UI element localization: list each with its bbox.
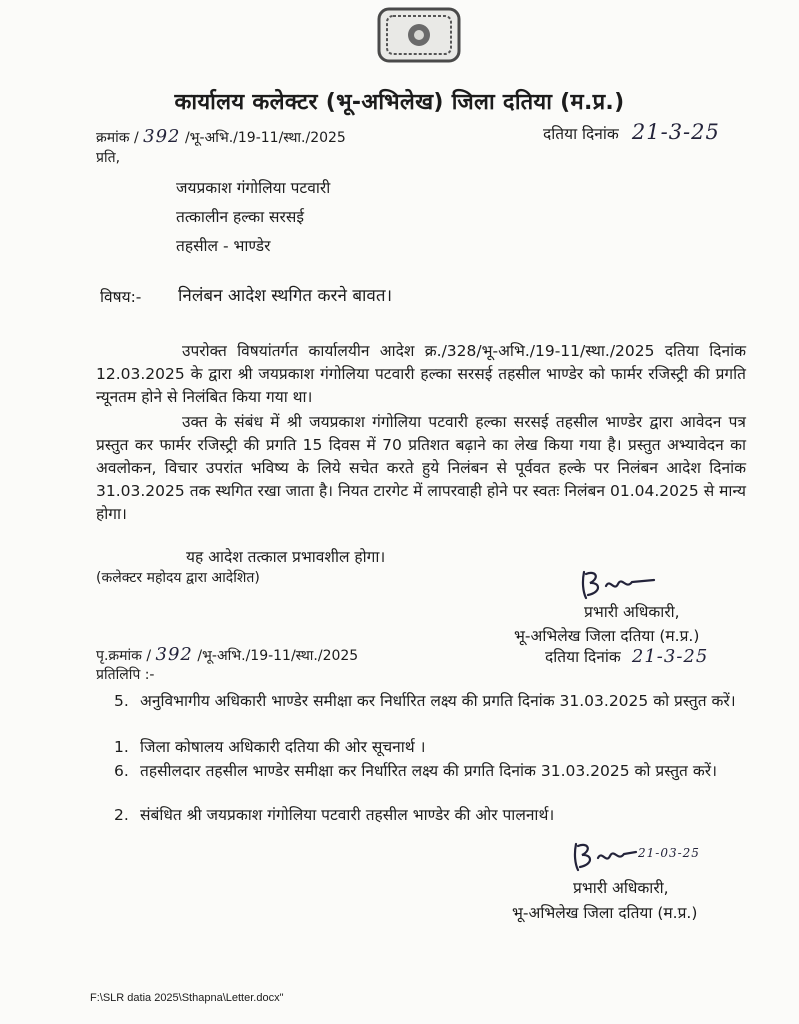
copy-list-item [114, 736, 754, 758]
signature-2-date: 21-03-25 [638, 846, 700, 860]
signatory-date-line [545, 645, 708, 667]
body-paragraph-2: उक्त के संबंध में श्री जयप्रकाश गंगोलिया पटवारी हल्का सरसई तहसील भाण्डेर द्वारा आवेदन पत्र प्रस्तुत कर फार्मर रजिस्ट्री की प्रगति 15 दिवस में 70 प्रतिशत बढ़ाने का लेख किया गया है। प्रस्तुत अभ्यावेदन का अवलोकन, विचार उपरांत भविष्य के लिये सचेत करते हुये निलंबन से पूर्ववत हल्के पर निलंबन आदेश दिनांक 31.03.2025 तक स्थगित रखा जाता है। नियत टारगेट में लापरवाही होने पर स्वतः निलंबन 01.04.2025 से मान्य होगा। [96, 413, 746, 523]
signature-scribble-2 [570, 840, 640, 874]
copy-list-item [114, 690, 754, 712]
copy-list-item [114, 804, 754, 826]
copy-item-text: जिला कोषालय अधिकारी दतिया की ओर सूचनार्थ । [140, 738, 426, 756]
signatory-office: भू-अभिलेख जिला दतिया (म.प्र.) [514, 627, 700, 645]
subject-label: विषय:- [100, 288, 142, 306]
copy-list-item [114, 760, 754, 782]
signatory-date-label: दतिया दिनांक [545, 648, 621, 666]
office-seal [376, 6, 462, 64]
ref-rest: /भू-अभि./19-11/स्था./2025 [184, 130, 346, 146]
file-path: F:\SLR datia 2025\Sthapna\Letter.docx" [90, 992, 284, 1004]
signature-scribble-1 [578, 568, 658, 602]
signature-2 [570, 840, 640, 878]
copy-item-number: 5. [114, 692, 129, 710]
signatory-date-value: 21-3-25 [631, 646, 709, 667]
copy-item-text: संबंधित श्री जयप्रकाश गंगोलिया पटवारी तहसील भाण्डेर की ओर पालनार्थ। [140, 806, 555, 824]
signatory2-title: प्रभारी अधिकारी, [573, 879, 669, 897]
endorsement-reference: पृ.क्रमांक / 392 /भू-अभि./19-11/स्था./2025 [96, 644, 359, 665]
endorsement-ref-number: 392 [155, 644, 193, 665]
addressee-halka: तत्कालीन हल्का सरसई [176, 208, 304, 226]
to-label: प्रति, [96, 150, 121, 166]
copy-item-number: 2. [114, 806, 129, 824]
seal-emblem [376, 6, 462, 64]
signatory2-office: भू-अभिलेख जिला दतिया (म.प्र.) [512, 904, 698, 922]
copy-item-text: अनुविभागीय अधिकारी भाण्डेर समीक्षा कर निर्धारित लक्ष्य की प्रगति दिनांक 31.03.2025 को प्रस्तुत करें। [140, 692, 736, 710]
body-paragraph-3: यह आदेश तत्काल प्रभावशील होगा। [186, 548, 386, 566]
reference-line: क्रमांक / 392 /भू-अभि./19-11/स्था./2025 [96, 126, 346, 147]
ref-prefix: क्रमांक [96, 130, 130, 146]
copy-item-number: 1. [114, 738, 129, 756]
signatory-title: प्रभारी अधिकारी, [584, 603, 680, 621]
date-value: 21-3-25 [631, 120, 720, 144]
addressee-tehsil: तहसील - भाण्डेर [176, 237, 271, 255]
subject-text: निलंबन आदेश स्थगित करने बावत। [178, 286, 393, 306]
office-title: कार्यालय कलेक्टर (भू-अभिलेख) जिला दतिया (म.प्र.) [174, 90, 625, 115]
addressee-name: जयप्रकाश गंगोलिया पटवारी [176, 179, 331, 197]
date-line [543, 120, 720, 144]
body-paragraph-1: उपरोक्त विषयांतर्गत कार्यालयीन आदेश क्र./328/भू-अभि./19-11/स्था./2025 दतिया दिनांक 12.03.2025 के द्वारा श्री जयप्रकाश गंगोलिया पटवारी हल्का सरसई तहसील भाण्डेर को फार्मर रजिस्ट्री की प्रगति न्यूनतम होने से निलंबित किया गया था। [96, 342, 746, 406]
copy-item-text: तहसीलदार तहसील भाण्डेर समीक्षा कर निर्धारित लक्ष्य की प्रगति दिनांक 31.03.2025 को प्रस्तुत करें। [140, 762, 717, 780]
endorsement-ref-rest: /भू-अभि./19-11/स्था./2025 [197, 648, 359, 664]
ordered-by: (कलेक्टर महोदय द्वारा आदेशित) [96, 570, 260, 586]
copy-label: प्रतिलिपि :- [96, 667, 155, 683]
ref-number: 392 [143, 126, 181, 147]
copy-item-number: 6. [114, 762, 129, 780]
date-label: दतिया दिनांक [543, 125, 619, 143]
endorsement-ref-prefix: पृ.क्रमांक [96, 648, 142, 664]
